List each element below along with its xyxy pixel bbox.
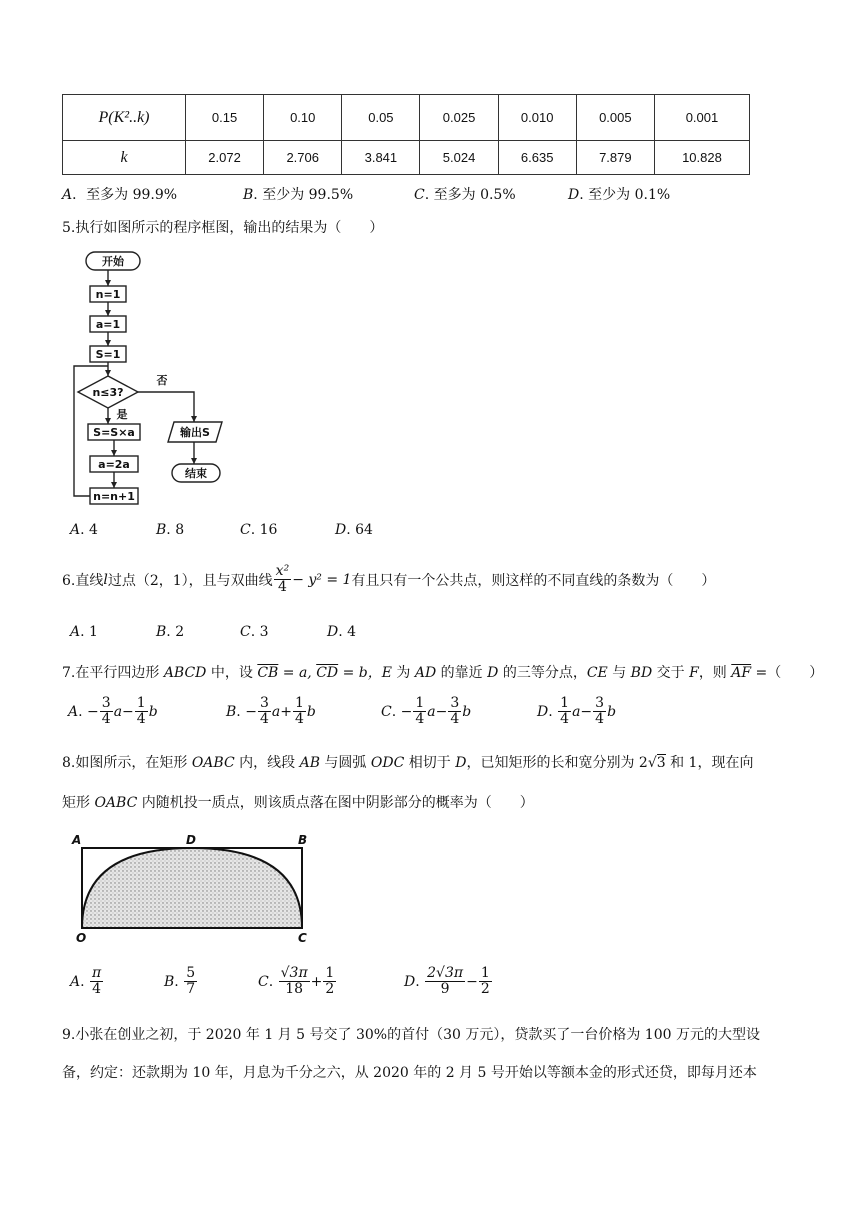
q6-stem: 6.直线 l 过点（2，1），且与双曲线 $\frac{\text{x²}}{4}$ − y² = 1 有且只有一个公共点，则这样的不同直线的条数为（ ） xyxy=(62,563,716,596)
k-cell: 6.635 xyxy=(498,141,576,175)
n-update-label: n=n+1 xyxy=(93,490,135,503)
q7-option-c: C . − $\frac{1}{4}$ a − $\frac{3}{4}$ b xyxy=(381,695,472,728)
q7-option-a: A . − $\frac{3}{4}$ a − $\frac{1}{4}$ b xyxy=(68,695,158,728)
point-o-label: O xyxy=(76,931,87,945)
s-update-label: S=S×a xyxy=(93,426,135,439)
k-cell: 2.706 xyxy=(264,141,342,175)
point-c-label: C xyxy=(298,931,307,945)
q8-stem-line1: 8.如图所示，在矩形 OABC 内，线段 AB 与圆弧 ODC 相切于 D，已知矩形的长和宽分别为 2√3 和 1，现在向 xyxy=(62,755,754,771)
no-label: 否 xyxy=(156,374,168,387)
q8-option-b: B . $\frac{5}{7}$ xyxy=(164,965,196,998)
k-cell: 7.879 xyxy=(576,141,654,175)
flowchart xyxy=(64,246,244,508)
q6-option-d: D. 4 xyxy=(327,624,357,640)
q5-option-c: C. 16 xyxy=(240,522,278,538)
end-label: 结束 xyxy=(185,467,207,480)
table-row xyxy=(63,141,750,175)
q5-stem: 5.执行如图所示的程序框图，输出的结果为（ ） xyxy=(62,220,384,236)
k-cell: 5.024 xyxy=(420,141,498,175)
arc-figure xyxy=(70,830,320,946)
q5-option-d: D. 64 xyxy=(335,522,373,538)
p-cell: 0.001 xyxy=(654,95,749,141)
table-row2-label: k xyxy=(63,141,186,175)
p-cell: 0.010 xyxy=(498,95,576,141)
q4-option-b: B. 至少为 99.5% xyxy=(243,187,354,203)
s-init-label: S=1 xyxy=(95,348,121,361)
point-d-label: D xyxy=(186,833,196,847)
q9-line1: 9.小张在创业之初，于 2020 年 1 月 5 号交了 30%的首付（30 万元），贷款买了一台价格为 100 万元的大型设 xyxy=(62,1027,760,1043)
k-cell: 2.072 xyxy=(186,141,264,175)
q6-option-b: B. 2 xyxy=(156,624,185,640)
p-cell: 0.025 xyxy=(420,95,498,141)
shaded-region xyxy=(82,848,302,928)
table-row xyxy=(63,95,750,141)
yes-label: 是 xyxy=(116,408,128,421)
p-cell: 0.15 xyxy=(186,95,264,141)
a-init-label: a=1 xyxy=(95,318,121,331)
p-cell: 0.10 xyxy=(264,95,342,141)
output-label: 输出S xyxy=(180,426,210,439)
q7-option-b: B . − $\frac{3}{4}$ a + $\frac{1}{4}$ b xyxy=(226,695,316,728)
critical-value-table xyxy=(62,94,750,175)
p-cell: 0.05 xyxy=(342,95,420,141)
q6-option-a: A. 1 xyxy=(70,624,98,640)
point-a-label: A xyxy=(72,833,82,847)
point-b-label: B xyxy=(298,833,308,847)
k-cell: 10.828 xyxy=(654,141,749,175)
q8-stem-line2: 矩形 OABC 内随机投一质点，则该质点落在图中阴影部分的概率为（ ） xyxy=(62,795,534,811)
q7-option-d: D . $\frac{1}{4}$ a − $\frac{3}{4}$ b xyxy=(537,695,617,728)
n-init-label: n=1 xyxy=(95,288,121,301)
q9-line2: 备，约定：还款期为 10 年，月息为千分之六，从 2020 年的 2 月 5 号开始以等额本金的形式还贷，即每月还本 xyxy=(62,1065,757,1081)
q5-option-a: A. 4 xyxy=(70,522,98,538)
q8-option-d: D . $\frac{2√3\pi}{9}$ − $\frac{1}{2}$ xyxy=(404,965,490,998)
p-cell: 0.005 xyxy=(576,95,654,141)
q7-stem: 7.在平行四边形 ABCD 中，设 $\overline{CB} = a$, $\overline{CD} = b$，E 为 AD 的靠近 D 的三等分点，CE 与 BD 交于 F，则 $\overline{AF}$ =（ ） xyxy=(62,665,824,681)
q8-option-c: C . $\frac{√3\pi}{18}$ + $\frac{1}{2}$ xyxy=(258,965,335,998)
q4-option-a: A．至多为 99.9% xyxy=(62,187,178,203)
a-update-label: a=2a xyxy=(98,458,130,471)
condition-label: n≤3? xyxy=(92,386,124,399)
q5-option-b: B. 8 xyxy=(156,522,185,538)
q4-option-d: D. 至少为 0.1% xyxy=(568,187,671,203)
q4-option-c: C. 至多为 0.5% xyxy=(414,187,516,203)
start-label: 开始 xyxy=(102,255,124,268)
q8-option-a: A . $\frac{\pi}{4}$ xyxy=(70,965,102,998)
q6-option-c: C. 3 xyxy=(240,624,269,640)
k-cell: 3.841 xyxy=(342,141,420,175)
table-head-label: P(K²..k) xyxy=(63,95,186,141)
